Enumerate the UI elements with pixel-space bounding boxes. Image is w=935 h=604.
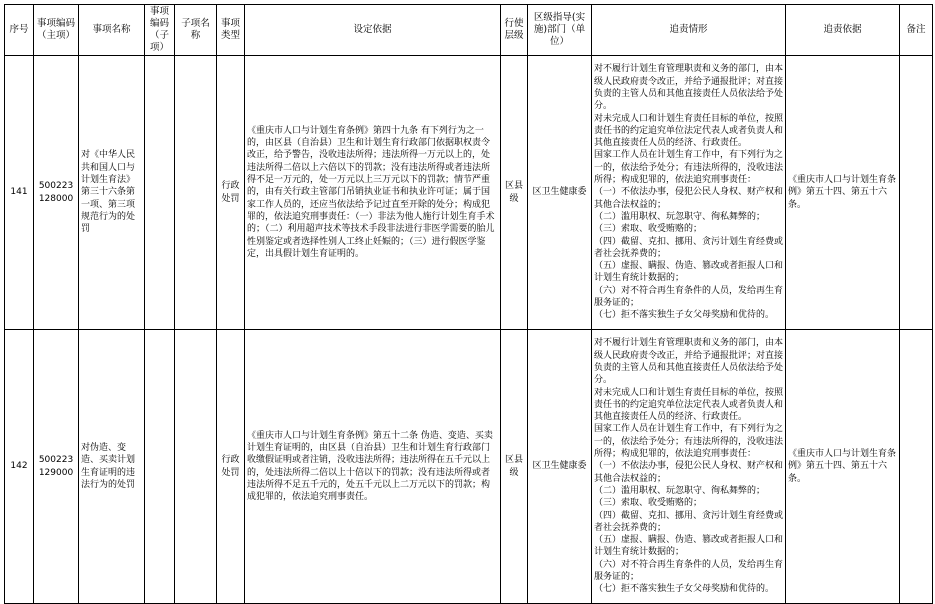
cell-seq: 142 (5, 330, 34, 604)
responsibility-table (4, 4, 933, 604)
header-subcode: 事项编码（子项） (145, 5, 175, 56)
cell-dept: 区卫生健康委 (528, 56, 592, 330)
cell-code: 500223129000 (34, 330, 79, 604)
resp-line: 对未完成人口和计划生育责任目标的单位，按照责任书的约定追究单位法定代表人或者负责人和其他直接责任人员的经济、行政责任。 (594, 387, 784, 423)
resp-line: 国家工作人员在计划生育工作中，有下列行为之一的，依法给予处分；有违法所得的，没收违法所得；构成犯罪的，依法追究刑事责任： (594, 150, 784, 186)
table-row (5, 330, 933, 604)
header-basis: 设定依据 (245, 5, 501, 56)
cell-subcode (145, 56, 175, 330)
cell-resp (592, 56, 786, 330)
resp-line: 对不履行计划生育管理职责和义务的部门，由本级人民政府责令改正，并给予通报批评；对直接负责的主管人员和其他直接责任人员依法给予处分。 (594, 64, 784, 112)
resp-line: （五）虚报、瞒报、伪造、篡改或者拒报人口和计划生育统计数据的； (594, 261, 784, 284)
header-dept: 区级指导(实施)部门（单位） (528, 5, 592, 56)
cell-level: 区县级 (501, 56, 528, 330)
header-name: 事项名称 (79, 5, 145, 56)
header-row (5, 5, 933, 56)
header-code: 事项编码（主项） (34, 5, 79, 56)
cell-type: 行政处罚 (217, 56, 245, 330)
resp-line: （三）索取、收受贿赂的； (594, 224, 703, 235)
cell-subname (175, 330, 217, 604)
header-level: 行使层级 (501, 5, 528, 56)
cell-subname (175, 56, 217, 330)
resp-line: 对不履行计划生育管理职责和义务的部门，由本级人民政府责令改正，并给予通报批评；对直接负责的主管人员和其他直接责任人员依法给予处分。 (594, 338, 784, 386)
cell-resp (592, 330, 786, 604)
resp-line: （三）索取、收受贿赂的； (594, 498, 703, 509)
cell-type: 行政处罚 (217, 330, 245, 604)
cell-respbasis: 《重庆市人口与计划生育条例》第五十四、第五十六条。 (786, 56, 900, 330)
resp-line: （一）不依法办事，侵犯公民人身权、财产权和其他合法权益的； (594, 187, 784, 210)
cell-seq: 141 (5, 56, 34, 330)
resp-line: （七）拒不落实独生子女父母奖励和优待的。 (594, 584, 775, 595)
resp-line: （二）滥用职权、玩忽职守、徇私舞弊的； (594, 211, 766, 222)
header-respbasis: 追责依据 (786, 5, 900, 56)
header-resp: 追责情形 (592, 5, 786, 56)
resp-line: （四）截留、克扣、挪用、贪污计划生育经费或者社会抚养费的； (594, 236, 784, 259)
resp-line: （七）拒不落实独生子女父母奖励和优待的。 (594, 310, 775, 321)
resp-line: （五）虚报、瞒报、伪造、篡改或者拒报人口和计划生育统计数据的； (594, 535, 784, 558)
cell-subcode (145, 330, 175, 604)
resp-line: 对未完成人口和计划生育责任目标的单位，按照责任书的约定追究单位法定代表人或者负责人和其他直接责任人员的经济、行政责任。 (594, 113, 784, 149)
table-row (5, 56, 933, 330)
cell-note (900, 56, 933, 330)
cell-name: 对伪造、变造、买卖计划生育证明的违法行为的处罚 (79, 330, 145, 604)
resp-line: （二）滥用职权、玩忽职守、徇私舞弊的； (594, 485, 766, 496)
resp-line: 国家工作人员在计划生育工作中，有下列行为之一的，依法给予处分；有违法所得的，没收违法所得；构成犯罪的，依法追究刑事责任： (594, 424, 784, 460)
cell-level: 区县级 (501, 330, 528, 604)
cell-code: 500223128000 (34, 56, 79, 330)
header-note: 备注 (900, 5, 933, 56)
cell-respbasis: 《重庆市人口与计划生育条例》第五十四、第五十六条。 (786, 330, 900, 604)
cell-name: 对《中华人民共和国人口与计划生育法》第三十六条第一项、第三项规范行为的处罚 (79, 56, 145, 330)
cell-basis: 《重庆市人口与计划生育条例》第五十二条 伪造、变造、买卖计划生育证明的，由区县（自治县）卫生和计划生育行政部门收缴假证明或者注销，没收违法所得；违法所得在五千元以上的，处违法所得二倍以上十倍以下的罚款；没有违法所得或者违法所得不足五千元的，处五千元以上二万元以下的罚款；构成犯罪的，依法追究刑事责任。 (245, 330, 501, 604)
header-seq: 序号 (5, 5, 34, 56)
cell-dept: 区卫生健康委 (528, 330, 592, 604)
cell-basis: 《重庆市人口与计划生育条例》第四十九条 有下列行为之一的，由区县（自治县）卫生和计划生育行政部门依据职权责令改正，给予警告，没收违法所得；违法所得一万元以上的，处违法所得二倍以上六倍以下的罚款；没有违法所得或者违法所得不足一万元的，处一万元以上三万元以下的罚款；情节严重的，由有关行政主管部门吊销执业证书和执业许可证；属于国家工作人员的，还应当依法给予记过直至开除的处分；构成犯罪的，依法追究刑事责任：（一）非法为他人施行计划生育手术的；（二）利用超声技术等技术手段非法进行非医学需要的胎儿性别鉴定或者选择性别人工终止妊娠的；（三）进行假医学鉴定，出具假计划生育证明的。 (245, 56, 501, 330)
header-subname: 子项名称 (175, 5, 217, 56)
resp-line: （一）不依法办事，侵犯公民人身权、财产权和其他合法权益的； (594, 461, 784, 484)
resp-line: （六）对不符合再生育条件的人员，发给再生育服务证的； (594, 285, 784, 309)
cell-note (900, 330, 933, 604)
resp-line: （四）截留、克扣、挪用、贪污计划生育经费或者社会抚养费的； (594, 510, 784, 533)
resp-line: （六）对不符合再生育条件的人员，发给再生育服务证的； (594, 559, 784, 583)
header-type: 事项类型 (217, 5, 245, 56)
